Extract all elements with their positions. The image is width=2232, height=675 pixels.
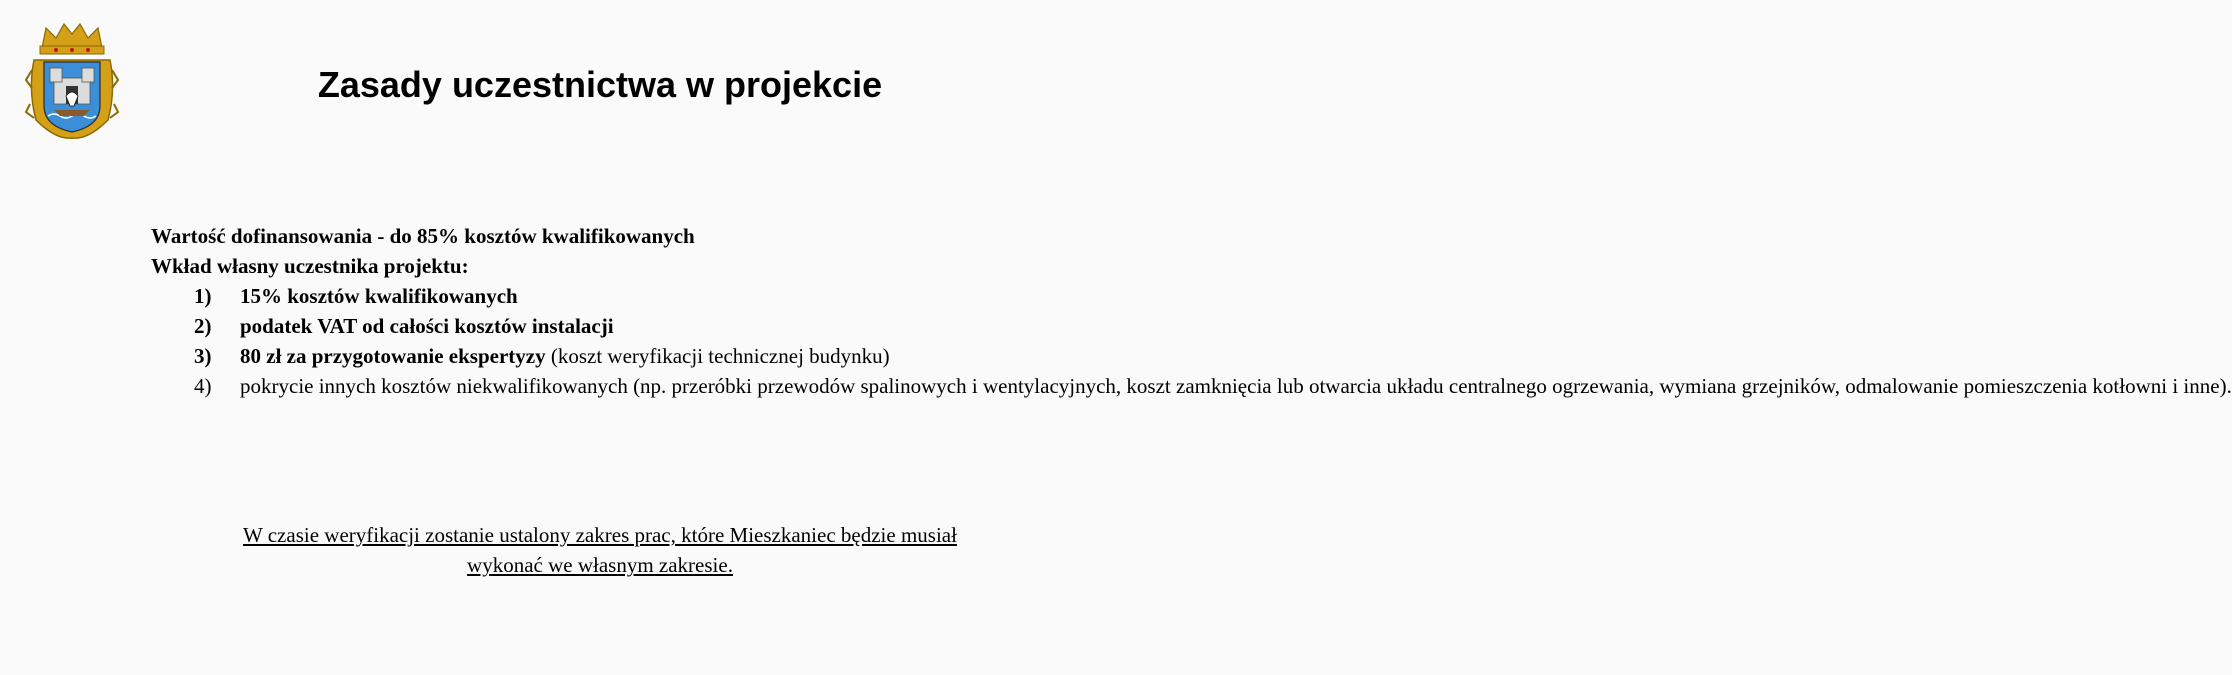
list-item-bold-text: 80 zł za przygotowanie ekspertyzy: [240, 344, 546, 368]
list-item-number: 4): [194, 374, 212, 398]
list-item: [151, 341, 1051, 371]
verification-note: [0, 520, 1200, 580]
funding-value-line: Wartość dofinansowania - do 85% kosztów kwalifikowanych: [151, 224, 695, 248]
list-item-number: 2): [194, 314, 212, 338]
list-item-bold-text: podatek VAT od całości kosztów instalacji: [240, 314, 614, 338]
list-item-text: pokrycie innych kosztów niekwalifikowanych (np. przeróbki przewodów spalinowych i wentylacyjnych, koszt zamknięcia lub otwarcia układu centralnego ogrzewania, wymiana grzejników, odmalowanie pomieszczenia kotłowni i inne).: [240, 374, 2232, 398]
list-item: [151, 281, 1051, 311]
note-line-1: W czasie weryfikacji zostanie ustalony zakres prac, które Mieszkaniec będzie musiał: [243, 523, 957, 547]
list-item: [151, 311, 1051, 341]
list-item: [151, 371, 2232, 401]
slide-content: [151, 221, 2232, 401]
slide-title: Zasady uczestnictwa w projekcie: [317, 64, 883, 105]
own-contribution-heading: Wkład własny uczestnika projektu:: [151, 254, 469, 278]
contribution-list: [151, 281, 2232, 401]
list-item-number: 3): [194, 344, 212, 368]
note-line-2: wykonać we własnym zakresie.: [467, 553, 733, 577]
list-item-bold-text: 15% kosztów kwalifikowanych: [240, 284, 518, 308]
list-item-text: (koszt weryfikacji technicznej budynku): [545, 344, 890, 368]
list-item-number: 1): [194, 284, 212, 308]
